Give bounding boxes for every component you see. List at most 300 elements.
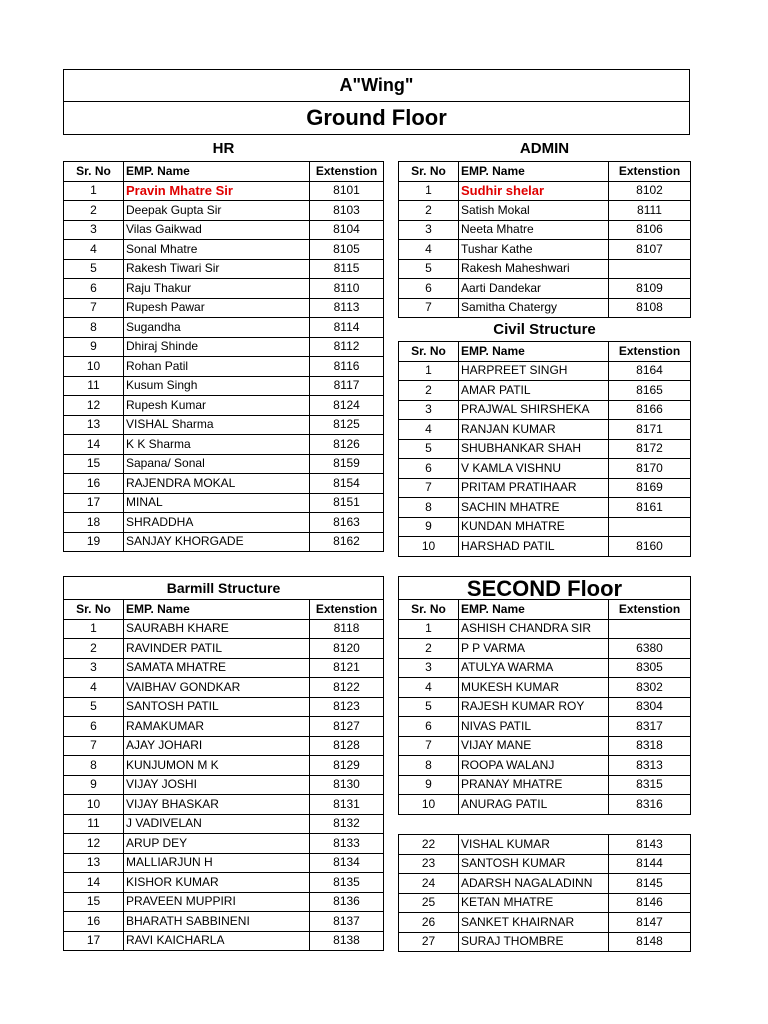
table-row [399, 678, 691, 698]
sr-no-cell: 4 [399, 678, 459, 698]
extension-cell: 8130 [310, 775, 384, 795]
sr-no-cell: 26 [399, 913, 459, 933]
emp-name-cell: ARUP DEY [124, 834, 310, 854]
extension-cell: 8117 [310, 376, 384, 396]
sr-no-cell: 24 [399, 874, 459, 894]
table-row [399, 439, 691, 459]
extension-cell: 8101 [310, 181, 384, 201]
extension-cell: 8120 [310, 639, 384, 659]
extension-cell: 8135 [310, 873, 384, 893]
extension-cell: 8132 [310, 814, 384, 834]
extension-cell: 8124 [310, 396, 384, 416]
extension-cell: 8171 [609, 420, 691, 440]
sr-no-cell: 17 [64, 931, 124, 951]
extension-cell: 8102 [609, 181, 691, 201]
table-row [64, 658, 384, 678]
table-row [399, 932, 691, 952]
sr-no-cell: 4 [64, 240, 124, 260]
sr-no-cell: 4 [64, 678, 124, 698]
table-row [64, 337, 384, 357]
table-row [399, 619, 691, 639]
emp-name-cell: Neeta Mhatre [459, 220, 609, 240]
extension-cell: 8126 [310, 435, 384, 455]
emp-name-cell: ANURAG PATIL [459, 795, 609, 815]
extension-cell: 8127 [310, 717, 384, 737]
table-row [64, 775, 384, 795]
emp-name-cell: Dhiraj Shinde [124, 337, 310, 357]
sr-no-cell: 3 [64, 658, 124, 678]
sr-no-cell: 8 [399, 498, 459, 518]
extension-cell: 8105 [310, 240, 384, 260]
table-row [399, 201, 691, 221]
extension-cell: 8133 [310, 834, 384, 854]
table-row [399, 835, 691, 855]
extension-cell: 8316 [609, 795, 691, 815]
sr-no-cell: 7 [399, 298, 459, 318]
emp-name-cell: VIJAY MANE [459, 736, 609, 756]
civil-title: Civil Structure [399, 317, 691, 342]
table-row [64, 756, 384, 776]
table-row [64, 532, 384, 552]
second-floor-table [398, 576, 691, 815]
sr-no-cell: 2 [64, 201, 124, 221]
emp-name-cell: RAVI KAICHARLA [124, 931, 310, 951]
sr-no-cell: 1 [64, 619, 124, 639]
sr-no-cell: 11 [64, 376, 124, 396]
emp-name-cell: K K Sharma [124, 435, 310, 455]
extension-cell: 8110 [310, 279, 384, 299]
table-row [399, 259, 691, 279]
table-row [399, 775, 691, 795]
sr-no-cell: 1 [64, 181, 124, 201]
sr-no-cell: 7 [399, 478, 459, 498]
emp-name-cell: Rupesh Pawar [124, 298, 310, 318]
table-row [64, 795, 384, 815]
sr-no-cell: 10 [399, 537, 459, 557]
extension-cell: 8138 [310, 931, 384, 951]
col-header-ext: Extenstion [310, 600, 384, 620]
emp-name-cell: Satish Mokal [459, 201, 609, 221]
table-row [399, 517, 691, 537]
sr-no-cell: 19 [64, 532, 124, 552]
extension-cell: 8114 [310, 318, 384, 338]
emp-name-cell: Sapana/ Sonal [124, 454, 310, 474]
emp-name-cell: HARPREET SINGH [459, 361, 609, 381]
extension-cell: 8107 [609, 240, 691, 260]
emp-name-cell: Vilas Gaikwad [124, 220, 310, 240]
table-row [399, 756, 691, 776]
sr-no-cell: 3 [399, 658, 459, 678]
wing-title: A"Wing" [339, 75, 414, 95]
sr-no-cell: 6 [64, 717, 124, 737]
table-row [64, 493, 384, 513]
emp-name-cell: ATULYA WARMA [459, 658, 609, 678]
sr-no-cell: 6 [399, 717, 459, 737]
sr-no-cell: 1 [399, 181, 459, 201]
table-row [399, 795, 691, 815]
hr-table [63, 135, 384, 552]
extension-cell: 8106 [609, 220, 691, 240]
col-header-sr: Sr. No [64, 600, 124, 620]
extension-cell: 6380 [609, 639, 691, 659]
sr-no-cell: 4 [399, 240, 459, 260]
sr-no-cell: 13 [64, 415, 124, 435]
extension-cell: 8164 [609, 361, 691, 381]
table-row [399, 459, 691, 479]
sr-no-cell: 16 [64, 912, 124, 932]
extension-cell: 8170 [609, 459, 691, 479]
table-row [64, 357, 384, 377]
col-header-sr: Sr. No [399, 162, 459, 182]
emp-name-cell: RANJAN KUMAR [459, 420, 609, 440]
table-row [64, 396, 384, 416]
extension-cell: 8136 [310, 892, 384, 912]
col-header-ext: Extenstion [609, 162, 691, 182]
table-row [399, 874, 691, 894]
barmill-title: Barmill Structure [64, 577, 384, 600]
sr-no-cell: 2 [64, 639, 124, 659]
table-row [399, 381, 691, 401]
emp-name-cell: VIJAY BHASKAR [124, 795, 310, 815]
emp-name-cell: PRITAM PRATIHAAR [459, 478, 609, 498]
second-floor-title: SECOND Floor [399, 577, 691, 600]
emp-name-cell: Sudhir shelar [459, 181, 609, 201]
sr-no-cell: 3 [64, 220, 124, 240]
table-row [399, 420, 691, 440]
emp-name-cell: RAVINDER PATIL [124, 639, 310, 659]
table-row [64, 912, 384, 932]
emp-name-cell: SAURABH KHARE [124, 619, 310, 639]
sr-no-cell: 11 [64, 814, 124, 834]
sr-no-cell: 5 [64, 259, 124, 279]
emp-name-cell: J VADIVELAN [124, 814, 310, 834]
col-header-ext: Extenstion [609, 342, 691, 362]
sr-no-cell: 7 [64, 298, 124, 318]
table-row [64, 639, 384, 659]
extension-cell: 8317 [609, 717, 691, 737]
emp-name-cell: PRAVEEN MUPPIRI [124, 892, 310, 912]
emp-name-cell: SHRADDHA [124, 513, 310, 533]
table-row [64, 513, 384, 533]
table-row [64, 454, 384, 474]
extension-cell: 8121 [310, 658, 384, 678]
emp-name-cell: Sugandha [124, 318, 310, 338]
extension-cell: 8154 [310, 474, 384, 494]
sr-no-cell: 23 [399, 854, 459, 874]
extension-cell: 8151 [310, 493, 384, 513]
emp-name-cell: Sonal Mhatre [124, 240, 310, 260]
extension-cell: 8144 [609, 854, 691, 874]
sr-no-cell: 25 [399, 893, 459, 913]
extension-cell: 8104 [310, 220, 384, 240]
admin-table [398, 135, 691, 318]
emp-name-cell: Raju Thakur [124, 279, 310, 299]
emp-name-cell: SANKET KHAIRNAR [459, 913, 609, 933]
emp-name-cell: MINAL [124, 493, 310, 513]
sr-no-cell: 5 [399, 697, 459, 717]
emp-name-cell: KETAN MHATRE [459, 893, 609, 913]
extension-cell: 8147 [609, 913, 691, 933]
sr-no-cell: 9 [64, 337, 124, 357]
table-row [64, 853, 384, 873]
sr-no-cell: 10 [64, 357, 124, 377]
extension-cell: 8148 [609, 932, 691, 952]
col-header-name: EMP. Name [124, 600, 310, 620]
extension-cell: 8159 [310, 454, 384, 474]
emp-name-cell: Tushar Kathe [459, 240, 609, 260]
emp-name-cell: Aarti Dandekar [459, 279, 609, 299]
emp-name-cell: KISHOR KUMAR [124, 873, 310, 893]
table-row [64, 873, 384, 893]
emp-name-cell: PRAJWAL SHIRSHEKA [459, 400, 609, 420]
extension-cell: 8123 [310, 697, 384, 717]
sr-no-cell: 7 [64, 736, 124, 756]
sr-no-cell: 4 [399, 420, 459, 440]
extension-cell: 8118 [310, 619, 384, 639]
extension-cell: 8165 [609, 381, 691, 401]
emp-name-cell: KUNJUMON M K [124, 756, 310, 776]
extension-cell: 8111 [609, 201, 691, 221]
floor-title: Ground Floor [306, 105, 447, 130]
table-row [64, 931, 384, 951]
emp-name-cell: AJAY JOHARI [124, 736, 310, 756]
emp-name-cell: SURAJ THOMBRE [459, 932, 609, 952]
extension-cell: 8112 [310, 337, 384, 357]
sr-no-cell: 3 [399, 220, 459, 240]
emp-name-cell: MALLIARJUN H [124, 853, 310, 873]
extension-cell: 8143 [609, 835, 691, 855]
col-header-sr: Sr. No [399, 342, 459, 362]
emp-name-cell: ADARSH NAGALADINN [459, 874, 609, 894]
extension-cell: 8318 [609, 736, 691, 756]
table-row [64, 697, 384, 717]
sr-no-cell: 9 [399, 517, 459, 537]
emp-name-cell: Deepak Gupta Sir [124, 201, 310, 221]
table-row [399, 639, 691, 659]
table-row [399, 537, 691, 557]
table-row [399, 240, 691, 260]
extension-cell: 8131 [310, 795, 384, 815]
col-header-name: EMP. Name [124, 162, 310, 182]
table-row [399, 498, 691, 518]
emp-name-cell: Kusum Singh [124, 376, 310, 396]
emp-name-cell: Samitha Chatergy [459, 298, 609, 318]
extension-cell: 8134 [310, 853, 384, 873]
emp-name-cell: RAJESH KUMAR ROY [459, 697, 609, 717]
extension-cell: 8166 [609, 400, 691, 420]
extension-cell: 8116 [310, 357, 384, 377]
table-row [399, 697, 691, 717]
table-row [399, 298, 691, 318]
sr-no-cell: 6 [399, 279, 459, 299]
sr-no-cell: 17 [64, 493, 124, 513]
table-row [64, 834, 384, 854]
extension-cell: 8304 [609, 697, 691, 717]
table-row [64, 415, 384, 435]
emp-name-cell: VAIBHAV GONDKAR [124, 678, 310, 698]
table-row [64, 678, 384, 698]
emp-name-cell: AMAR PATIL [459, 381, 609, 401]
col-header-name: EMP. Name [459, 342, 609, 362]
table-row [64, 717, 384, 737]
emp-name-cell: SANJAY KHORGADE [124, 532, 310, 552]
sr-no-cell: 8 [64, 756, 124, 776]
extension-cell: 8109 [609, 279, 691, 299]
extension-cell: 8128 [310, 736, 384, 756]
emp-name-cell: ASHISH CHANDRA SIR [459, 619, 609, 639]
sr-no-cell: 5 [399, 259, 459, 279]
table-row [64, 376, 384, 396]
table-row [399, 854, 691, 874]
sr-no-cell: 14 [64, 435, 124, 455]
table-row [399, 220, 691, 240]
hr-title: HR [64, 135, 384, 162]
barmill-table [63, 576, 384, 951]
emp-name-cell: SACHIN MHATRE [459, 498, 609, 518]
sr-no-cell: 5 [399, 439, 459, 459]
extension-cell: 8145 [609, 874, 691, 894]
col-header-ext: Extenstion [310, 162, 384, 182]
table-row [64, 474, 384, 494]
table-row [399, 736, 691, 756]
emp-name-cell: P P VARMA [459, 639, 609, 659]
col-header-sr: Sr. No [399, 600, 459, 620]
emp-name-cell: MUKESH KUMAR [459, 678, 609, 698]
table-row [399, 913, 691, 933]
emp-name-cell: HARSHAD PATIL [459, 537, 609, 557]
col-header-sr: Sr. No [64, 162, 124, 182]
table-row [64, 298, 384, 318]
emp-name-cell: VIJAY JOSHI [124, 775, 310, 795]
sr-no-cell: 12 [64, 834, 124, 854]
sr-no-cell: 12 [64, 396, 124, 416]
sr-no-cell: 5 [64, 697, 124, 717]
sr-no-cell: 13 [64, 853, 124, 873]
table-row [64, 318, 384, 338]
table-row [64, 220, 384, 240]
table-row [399, 658, 691, 678]
extension-cell: 8162 [310, 532, 384, 552]
extension-cell: 8302 [609, 678, 691, 698]
sr-no-cell: 22 [399, 835, 459, 855]
emp-name-cell: RAMAKUMAR [124, 717, 310, 737]
extension-cell: 8146 [609, 893, 691, 913]
extension-cell: 8160 [609, 537, 691, 557]
sr-no-cell: 14 [64, 873, 124, 893]
sr-no-cell: 2 [399, 201, 459, 221]
table-row [399, 181, 691, 201]
emp-name-cell: Pravin Mhatre Sir [124, 181, 310, 201]
wing-title-banner [63, 69, 690, 102]
sr-no-cell: 15 [64, 892, 124, 912]
sr-no-cell: 6 [64, 279, 124, 299]
emp-name-cell: Rakesh Maheshwari [459, 259, 609, 279]
sr-no-cell: 3 [399, 400, 459, 420]
sr-no-cell: 7 [399, 736, 459, 756]
sr-no-cell: 18 [64, 513, 124, 533]
extension-cell: 8129 [310, 756, 384, 776]
table-row [399, 893, 691, 913]
extension-cell: 8169 [609, 478, 691, 498]
sr-no-cell: 10 [64, 795, 124, 815]
emp-name-cell: Rakesh Tiwari Sir [124, 259, 310, 279]
extra-table [398, 834, 691, 952]
extension-cell [609, 259, 691, 279]
admin-title: ADMIN [399, 135, 691, 162]
sr-no-cell: 9 [64, 775, 124, 795]
sr-no-cell: 16 [64, 474, 124, 494]
extension-cell: 8315 [609, 775, 691, 795]
emp-name-cell: VISHAL KUMAR [459, 835, 609, 855]
emp-name-cell: RAJENDRA MOKAL [124, 474, 310, 494]
emp-name-cell: Rupesh Kumar [124, 396, 310, 416]
table-row [64, 892, 384, 912]
emp-name-cell: KUNDAN MHATRE [459, 517, 609, 537]
sr-no-cell: 1 [399, 619, 459, 639]
sr-no-cell: 27 [399, 932, 459, 952]
table-row [64, 435, 384, 455]
table-row [399, 717, 691, 737]
emp-name-cell: SANTOSH PATIL [124, 697, 310, 717]
civil-table [398, 317, 691, 557]
extension-cell: 8163 [310, 513, 384, 533]
emp-name-cell: Rohan Patil [124, 357, 310, 377]
sr-no-cell: 9 [399, 775, 459, 795]
table-row [64, 201, 384, 221]
sr-no-cell: 1 [399, 361, 459, 381]
extension-cell: 8115 [310, 259, 384, 279]
table-row [64, 240, 384, 260]
sr-no-cell: 8 [399, 756, 459, 776]
sr-no-cell: 15 [64, 454, 124, 474]
table-row [399, 400, 691, 420]
table-row [399, 478, 691, 498]
col-header-name: EMP. Name [459, 162, 609, 182]
extension-cell: 8108 [609, 298, 691, 318]
table-row [399, 361, 691, 381]
extension-cell: 8125 [310, 415, 384, 435]
col-header-ext: Extenstion [609, 600, 691, 620]
table-row [399, 279, 691, 299]
table-row [64, 181, 384, 201]
floor-title-banner [63, 101, 690, 135]
extension-cell: 8161 [609, 498, 691, 518]
emp-name-cell: SAMATA MHATRE [124, 658, 310, 678]
table-row [64, 259, 384, 279]
sr-no-cell: 8 [64, 318, 124, 338]
table-row [64, 814, 384, 834]
emp-name-cell: V KAMLA VISHNU [459, 459, 609, 479]
extension-cell: 8103 [310, 201, 384, 221]
extension-cell: 8313 [609, 756, 691, 776]
extension-cell: 8122 [310, 678, 384, 698]
emp-name-cell: PRANAY MHATRE [459, 775, 609, 795]
emp-name-cell: SHUBHANKAR SHAH [459, 439, 609, 459]
sr-no-cell: 2 [399, 381, 459, 401]
col-header-name: EMP. Name [459, 600, 609, 620]
table-row [64, 279, 384, 299]
sr-no-cell: 2 [399, 639, 459, 659]
emp-name-cell: BHARATH SABBINENI [124, 912, 310, 932]
extension-cell: 8137 [310, 912, 384, 932]
emp-name-cell: SANTOSH KUMAR [459, 854, 609, 874]
extension-cell [609, 619, 691, 639]
table-row [64, 619, 384, 639]
sr-no-cell: 10 [399, 795, 459, 815]
emp-name-cell: ROOPA WALANJ [459, 756, 609, 776]
extension-cell: 8113 [310, 298, 384, 318]
extension-cell: 8305 [609, 658, 691, 678]
